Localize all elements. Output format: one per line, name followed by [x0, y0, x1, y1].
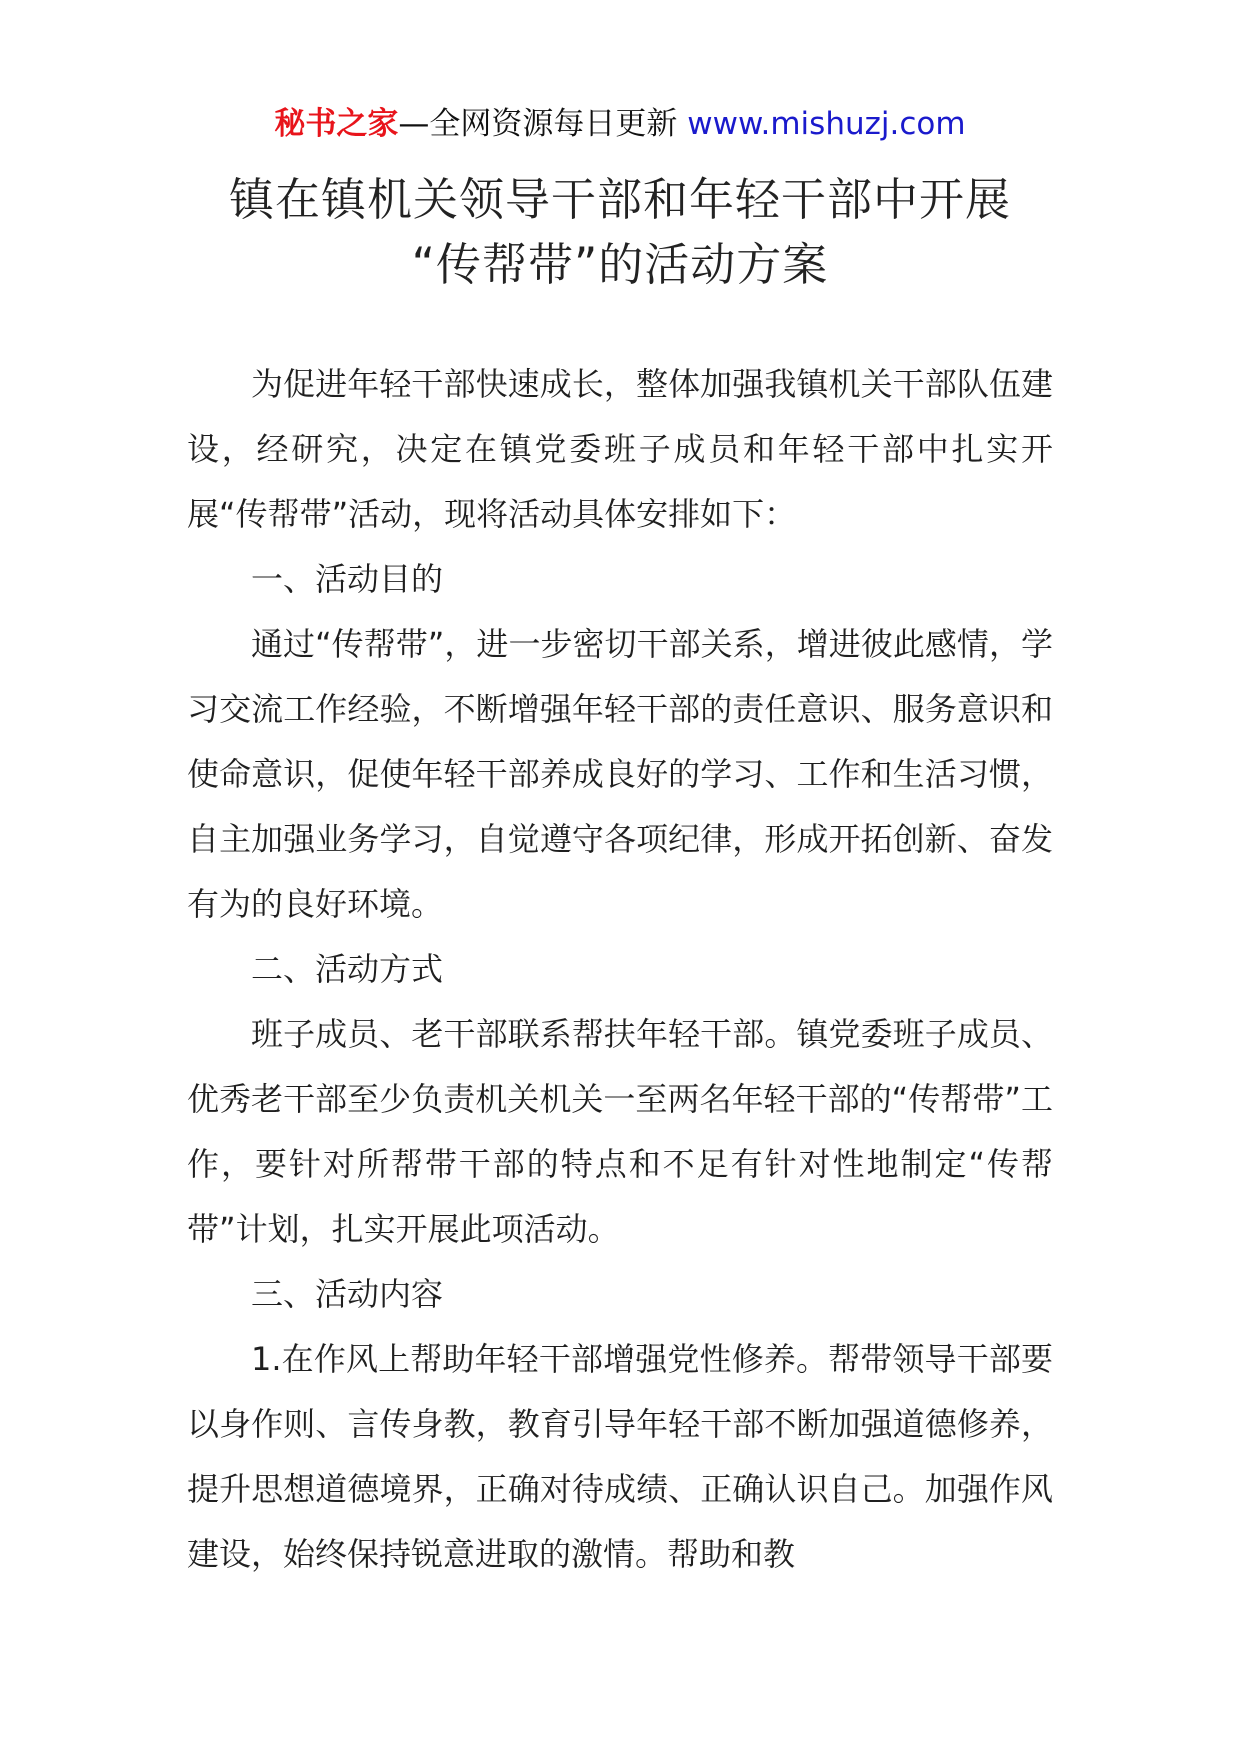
document-title-line-2: “传帮带”的活动方案 [411, 238, 829, 291]
document-title-line-1: 镇在镇机关领导干部和年轻干部中开展 [228, 173, 1011, 226]
section-2-heading: 二、活动方式 [251, 950, 444, 988]
site-name: 秘书之家 [274, 106, 399, 142]
document-body [187, 352, 1053, 1587]
site-url-link[interactable]: www.mishuzj.com [687, 106, 966, 142]
section-1-paragraph: 通过“传帮带”，进一步密切干部关系，增进彼此感情，学习交流工作经验，不断增强年轻干部的责任意识、服务意识和使命意识，促使年轻干部养成良好的学习、工作和生活习惯，自主加强业务学习，自觉遵守各项纪律，形成开拓创新、奋发有为的良好环境。 [187, 625, 1053, 923]
site-slogan: —全网资源每日更新 [398, 106, 678, 142]
section-2-paragraph: 班子成员、老干部联系帮扶年轻干部。镇党委班子成员、优秀老干部至少负责机关机关一至两名年轻干部的“传帮带”工作，要针对所帮带干部的特点和不足有针对性地制定“传帮带”计划，扎实开展此项活动。 [187, 1015, 1053, 1248]
section-3-heading: 三、活动内容 [251, 1275, 444, 1313]
section-1-heading: 一、活动目的 [251, 560, 444, 598]
intro-paragraph: 为促进年轻干部快速成长，整体加强我镇机关干部队伍建设，经研究，决定在镇党委班子成员和年轻干部中扎实开展“传帮带”活动，现将活动具体安排如下： [187, 365, 1053, 533]
site-header [0, 104, 1240, 144]
section-3-item-1: 1.在作风上帮助年轻干部增强党性修养。帮带领导干部要以身作则、言传身教，教育引导年轻干部不断加强道德修养，提升思想道德境界，正确对待成绩、正确认识自己。加强作风建设，始终保持锐意进取的激情。帮助和教 [187, 1340, 1053, 1573]
